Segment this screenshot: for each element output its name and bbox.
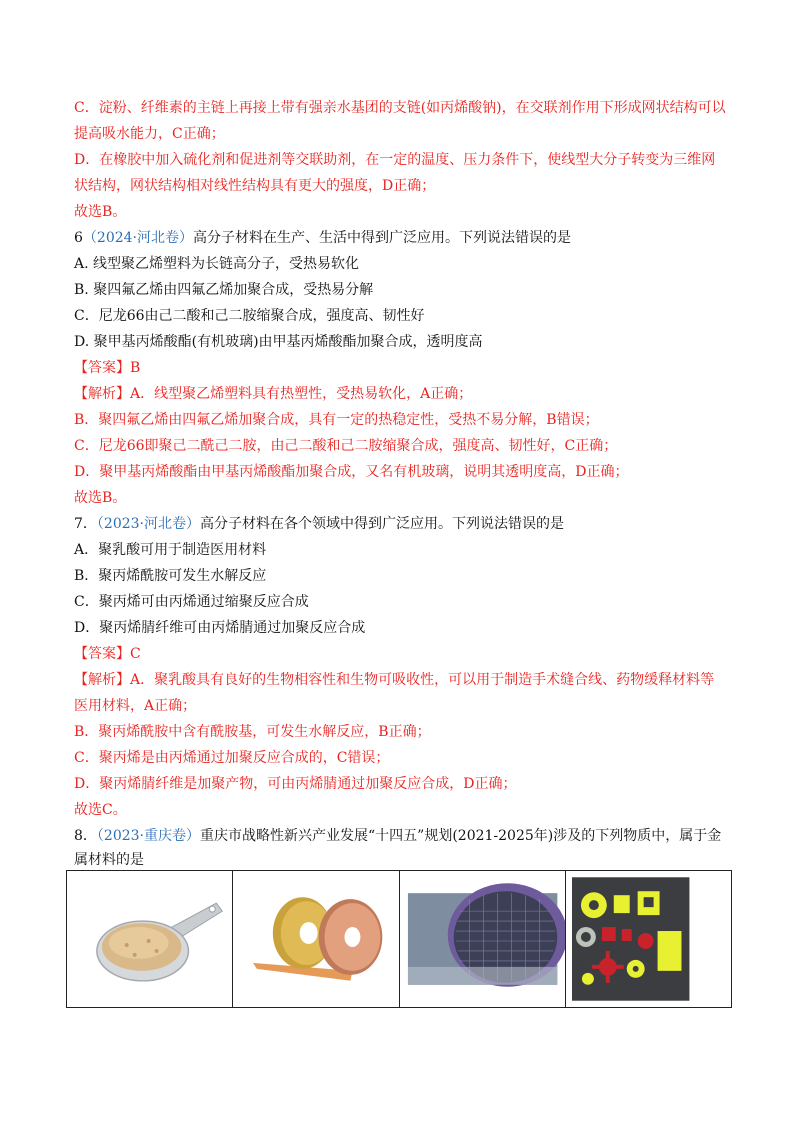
- question-6-stem: [74, 228, 734, 248]
- analysis-label: 【解析】: [74, 386, 130, 402]
- question-6-option-c: C．尼龙66由己二酸和己二胺缩聚合成，强度高、韧性好: [74, 308, 425, 324]
- question-7-stem: [74, 514, 734, 534]
- question-number: 6: [74, 230, 83, 246]
- question-7-option-b: B．聚丙烯酰胺可发生水解反应: [74, 568, 267, 584]
- analysis-label: 【解析】: [74, 672, 130, 688]
- question-6-conclusion: 故选B。: [74, 490, 127, 506]
- question-number: 7．: [74, 516, 97, 532]
- image-cell-d: [566, 871, 731, 1007]
- question-source: （2024·河北卷）: [82, 230, 194, 246]
- question-7-analysis-c: C．聚丙烯是由丙烯通过加聚反应合成的，C错误；: [74, 750, 390, 766]
- image-cell-a: [67, 871, 233, 1007]
- options-image-table: [66, 870, 732, 1008]
- analysis-line-d: D．在橡胶中加入硫化剂和促进剂等交联助剂，在一定的温度、压力条件下，使线型大分子转变为三维网: [74, 152, 716, 168]
- question-text: 高分子材料在各个领域中得到广泛应用。下列说法错误的是: [200, 516, 565, 532]
- silicon-wafer-image: [400, 871, 565, 1007]
- answer-value: B: [130, 360, 141, 376]
- question-text: 高分子材料在生产、生活中得到广泛应用。下列说法错误的是: [193, 230, 572, 246]
- question-7-analysis-a: [74, 670, 734, 690]
- powder-scoop-image: [67, 871, 232, 1007]
- question-6-option-d: D. 聚甲基丙烯酸酯(有机玻璃)由甲基丙烯酸酯加聚合成，透明度高: [74, 334, 483, 350]
- question-6-option-b: B. 聚四氟乙烯由四氟乙烯加聚合成，受热易分解: [74, 282, 374, 298]
- question-7-analysis-a-cont: 医用材料，A正确；: [74, 698, 197, 714]
- analysis-line-c: C．淀粉、纤维素的主链上再接上带有强亲水基团的支链(如丙烯酸钠)，在交联剂作用下形成网状结构可以: [74, 100, 726, 116]
- analysis-line-c-cont: 提高吸水能力，C正确；: [74, 126, 225, 142]
- image-cell-c: [400, 871, 566, 1007]
- question-6-answer: [74, 358, 734, 378]
- question-number: 8．: [74, 828, 97, 844]
- plastic-parts-image: [566, 871, 731, 1007]
- answer-value: C: [130, 646, 141, 662]
- question-6-analysis-d: D．聚甲基丙烯酸酯由甲基丙烯酸酯加聚合成，又名有机玻璃，说明其透明度高，D正确；: [74, 464, 629, 480]
- question-7-analysis-d: D．聚丙烯腈纤维是加聚产物，可由丙烯腈通过加聚反应合成，D正确；: [74, 776, 517, 792]
- question-7-option-a: A．聚乳酸可用于制造医用材料: [74, 542, 267, 558]
- question-6-analysis-b: B．聚四氟乙烯由四氟乙烯加聚合成，具有一定的热稳定性，受热不易分解，B错误；: [74, 412, 599, 428]
- question-8-stem-cont: 属材料的是: [74, 852, 144, 868]
- question-7-option-d: D．聚丙烯腈纤维可由丙烯腈通过加聚反应合成: [74, 620, 366, 636]
- question-8-stem: [74, 826, 734, 846]
- question-6-option-a: A. 线型聚乙烯塑料为长链高分子，受热易软化: [74, 256, 360, 272]
- question-text: 重庆市战略性新兴产业发展“十四五”规划(2021-2025年)涉及的下列物质中，属于金: [200, 828, 722, 844]
- analysis-text: A．聚乳酸具有良好的生物相容性和生物可吸收性，可以用于制造手术缝合线、药物缓释材料等: [130, 672, 715, 688]
- question-7-analysis-b: B．聚丙烯酰胺中含有酰胺基，可发生水解反应，B正确；: [74, 724, 431, 740]
- answer-label: 【答案】: [74, 360, 130, 376]
- answer-label: 【答案】: [74, 646, 130, 662]
- copper-foil-rolls-image: [233, 871, 398, 1007]
- analysis-text: A．线型聚乙烯塑料具有热塑性，受热易软化，A正确；: [130, 386, 473, 402]
- question-6-analysis-c: C．尼龙66即聚己二酰己二胺，由己二酸和己二胺缩聚合成，强度高、韧性好，C正确；: [74, 438, 618, 454]
- conclusion-line: 故选B。: [74, 204, 127, 220]
- question-7-option-c: C．聚丙烯可由丙烯通过缩聚反应合成: [74, 594, 309, 610]
- question-7-answer: [74, 644, 734, 664]
- analysis-line-d-cont: 状结构，网状结构相对线性结构具有更大的强度，D正确；: [74, 178, 436, 194]
- question-6-analysis-a: [74, 384, 734, 404]
- image-cell-b: [233, 871, 399, 1007]
- question-source: （2023·重庆卷）: [96, 828, 201, 844]
- question-7-conclusion: 故选C。: [74, 802, 127, 818]
- question-source: （2023·河北卷）: [96, 516, 201, 532]
